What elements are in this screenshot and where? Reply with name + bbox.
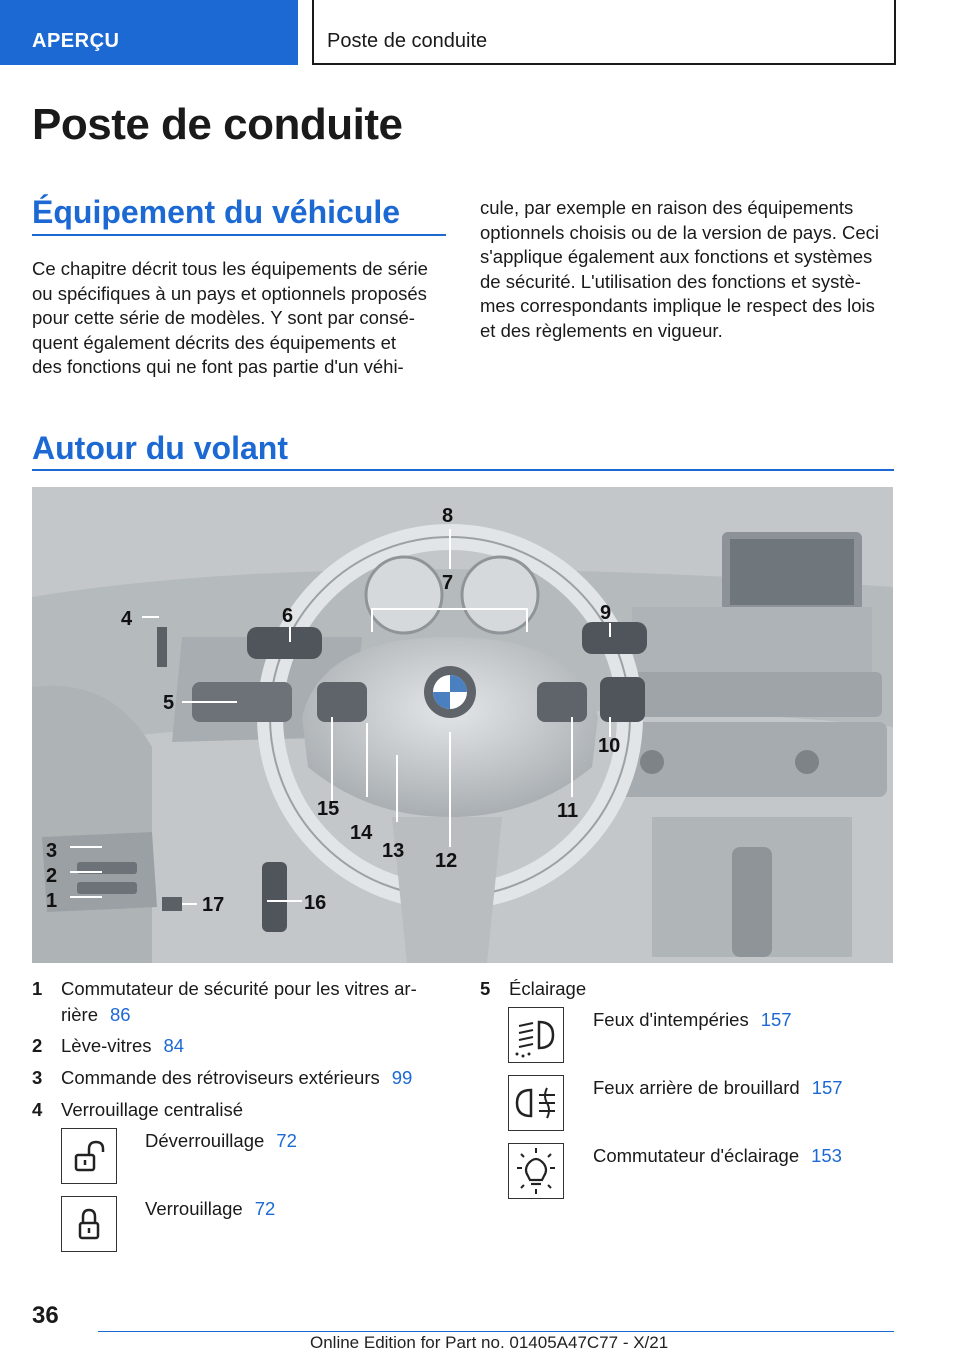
paragraph-left: Ce chapitre décrit tous les équipements de série ou spécifiques à un pays et optionnels proposés pour cette série de modèles. Y sont par consé- quent également décrits des équipements et des fonctions qui ne font pas partie d'un véhi-: [32, 258, 428, 377]
figure-label-17: 17: [202, 894, 225, 916]
figure-label-13: 13: [382, 840, 405, 862]
heading-autour-du-volant: Autour du volant: [32, 430, 288, 466]
header-section-title: Poste de conduite: [312, 0, 896, 65]
page-ref-link[interactable]: 86: [110, 1004, 131, 1025]
list-item: 4 Verrouillage centralisé: [32, 1099, 244, 1120]
figure-label-3: 3: [46, 840, 58, 862]
rear-fog-icon: [508, 1075, 564, 1131]
list-item: 2 Lève-vitres 84: [32, 1035, 185, 1056]
footer-edition: Online Edition for Part no. 01405A47C77 - X/21: [310, 1333, 669, 1352]
figure-label-9: 9: [600, 602, 612, 624]
unlock-icon: [61, 1128, 117, 1184]
list-item: 3 Commande des rétroviseurs extérieurs 99: [32, 1067, 413, 1088]
page-ref-link[interactable]: 99: [391, 1067, 413, 1088]
figure-label-1: 1: [46, 890, 58, 912]
list-item: 5 Éclairage: [480, 978, 587, 999]
light-switch-icon: [508, 1143, 564, 1199]
sub-item-light-switch: Commutateur d'éclairage 153: [593, 1145, 842, 1166]
section-tab[interactable]: APERÇU: [0, 0, 298, 65]
cockpit-figure: [32, 487, 893, 963]
figure-label-4: 4: [121, 608, 133, 630]
sub-item-lock: Verrouillage 72: [145, 1198, 276, 1219]
figure-label-7: 7: [442, 572, 454, 594]
page-ref-link[interactable]: 157: [811, 1077, 843, 1098]
page-title: Poste de conduite: [32, 100, 403, 149]
heading-rule: [32, 234, 446, 236]
weather-light-icon: [508, 1007, 564, 1063]
figure-label-8: 8: [442, 505, 454, 527]
figure-label-5: 5: [163, 692, 175, 714]
figure-label-15: 15: [317, 798, 340, 820]
page-ref-link[interactable]: 72: [254, 1198, 276, 1219]
page-ref-link[interactable]: 153: [811, 1145, 842, 1166]
page-ref-link[interactable]: 157: [760, 1009, 792, 1030]
figure-label-10: 10: [598, 735, 621, 757]
heading-equipement: Équipement du véhicule: [32, 194, 401, 230]
sub-item-unlock: Déverrouillage 72: [145, 1130, 297, 1151]
page-ref-link[interactable]: 72: [276, 1130, 297, 1151]
figure-label-12: 12: [435, 850, 458, 872]
figure-label-14: 14: [350, 822, 373, 844]
lock-icon: [61, 1196, 117, 1252]
figure-label-6: 6: [282, 605, 294, 627]
sub-item-rear-fog: Feux arrière de brouillard 157: [593, 1077, 843, 1098]
paragraph-right: cule, par exemple en raison des équipements optionnels choisis ou de la version de pays. Ceci s'applique également aux fonctions et systèmes de sécurité. L'utilisation des fonctions et systè- mes correspondants implique le respect des lois et des règlements en vigueur.: [480, 197, 880, 341]
figure-label-11: 11: [557, 800, 579, 822]
figure-label-16: 16: [304, 892, 327, 914]
footer-rule: [98, 1331, 894, 1332]
figure-label-2: 2: [46, 865, 58, 887]
list-item: 1 Commutateur de sécurité pour les vitres ar- rière 86: [32, 978, 417, 1025]
page-ref-link[interactable]: 84: [163, 1035, 185, 1056]
page-number: 36: [32, 1302, 59, 1329]
heading-rule: [32, 469, 894, 471]
sub-item-weather-lights: Feux d'intempéries 157: [593, 1009, 792, 1030]
